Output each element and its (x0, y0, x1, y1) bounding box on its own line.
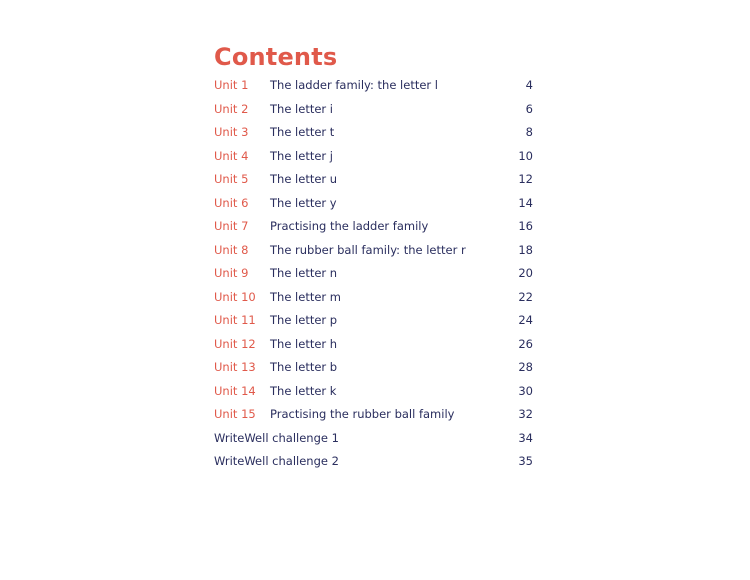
page-number: 32 (518, 407, 533, 421)
page-number: 22 (518, 289, 533, 304)
toc-entry-challenge-2 (214, 450, 534, 474)
unit-label: Unit 10 (214, 289, 256, 304)
page-number: 18 (518, 242, 533, 257)
toc-entry-unit-2 (214, 98, 534, 122)
unit-label: Unit 14 (214, 383, 256, 398)
toc-entry-unit-10 (214, 286, 534, 310)
unit-topic: The letter u (270, 172, 338, 186)
toc-entry-unit-5 (214, 168, 534, 192)
unit-label: Unit 2 (214, 101, 249, 116)
toc-entry-unit-8 (214, 239, 534, 263)
unit-topic: The letter n (270, 266, 338, 280)
unit-topic: The letter y (270, 195, 337, 210)
challenge-label: WriteWell challenge 2 (214, 454, 339, 468)
toc-entry-unit-11 (214, 309, 534, 333)
page-number: 20 (518, 266, 533, 280)
toc-entry-unit-13 (214, 356, 534, 380)
toc-entry-unit-4 (214, 145, 534, 169)
toc-entry-unit-12 (214, 333, 534, 357)
page-title: Contents (214, 43, 338, 71)
unit-topic: The letter i (270, 101, 333, 116)
unit-label: Unit 6 (214, 195, 249, 210)
toc-entry-unit-14 (214, 380, 534, 404)
page-number: 8 (525, 125, 533, 139)
page-number: 4 (525, 78, 533, 92)
unit-topic: The letter h (270, 336, 338, 351)
page-number: 24 (518, 313, 533, 327)
unit-topic: The letter m (270, 289, 341, 304)
unit-label: Unit 3 (214, 125, 249, 139)
unit-label: Unit 7 (214, 219, 249, 233)
table-of-contents (214, 74, 534, 474)
toc-entry-unit-6 (214, 192, 534, 216)
toc-entry-challenge-1 (214, 427, 534, 451)
page-number: 35 (518, 454, 533, 468)
unit-topic: The rubber ball family: the letter r (270, 242, 466, 257)
page-number: 26 (518, 336, 533, 351)
page-number: 6 (525, 101, 533, 116)
toc-entry-unit-7 (214, 215, 534, 239)
page-number: 28 (518, 360, 533, 374)
unit-label: Unit 5 (214, 172, 249, 186)
unit-label: Unit 12 (214, 336, 256, 351)
unit-topic: Practising the ladder family (270, 219, 429, 233)
unit-label: Unit 15 (214, 407, 256, 421)
toc-entry-unit-1 (214, 74, 534, 98)
unit-label: Unit 9 (214, 266, 249, 280)
unit-topic: The letter t (270, 125, 335, 139)
challenge-label: WriteWell challenge 1 (214, 430, 339, 445)
unit-topic: The ladder family: the letter l (270, 78, 439, 92)
page-number: 14 (518, 195, 533, 210)
page-number: 34 (518, 430, 533, 445)
toc-entry-unit-9 (214, 262, 534, 286)
page-number: 12 (518, 172, 533, 186)
unit-label: Unit 13 (214, 360, 256, 374)
unit-label: Unit 1 (214, 78, 249, 92)
unit-label: Unit 11 (214, 313, 256, 327)
unit-topic: The letter j (270, 148, 333, 163)
unit-label: Unit 8 (214, 242, 249, 257)
toc-entry-unit-15 (214, 403, 534, 427)
page-number: 10 (518, 148, 533, 163)
unit-topic: The letter k (270, 383, 337, 398)
unit-topic: Practising the rubber ball family (270, 407, 455, 421)
page-number: 30 (518, 383, 533, 398)
unit-topic: The letter p (270, 313, 338, 327)
toc-entry-unit-3 (214, 121, 534, 145)
unit-label: Unit 4 (214, 148, 249, 163)
page-number: 16 (518, 219, 533, 233)
unit-topic: The letter b (270, 360, 338, 374)
